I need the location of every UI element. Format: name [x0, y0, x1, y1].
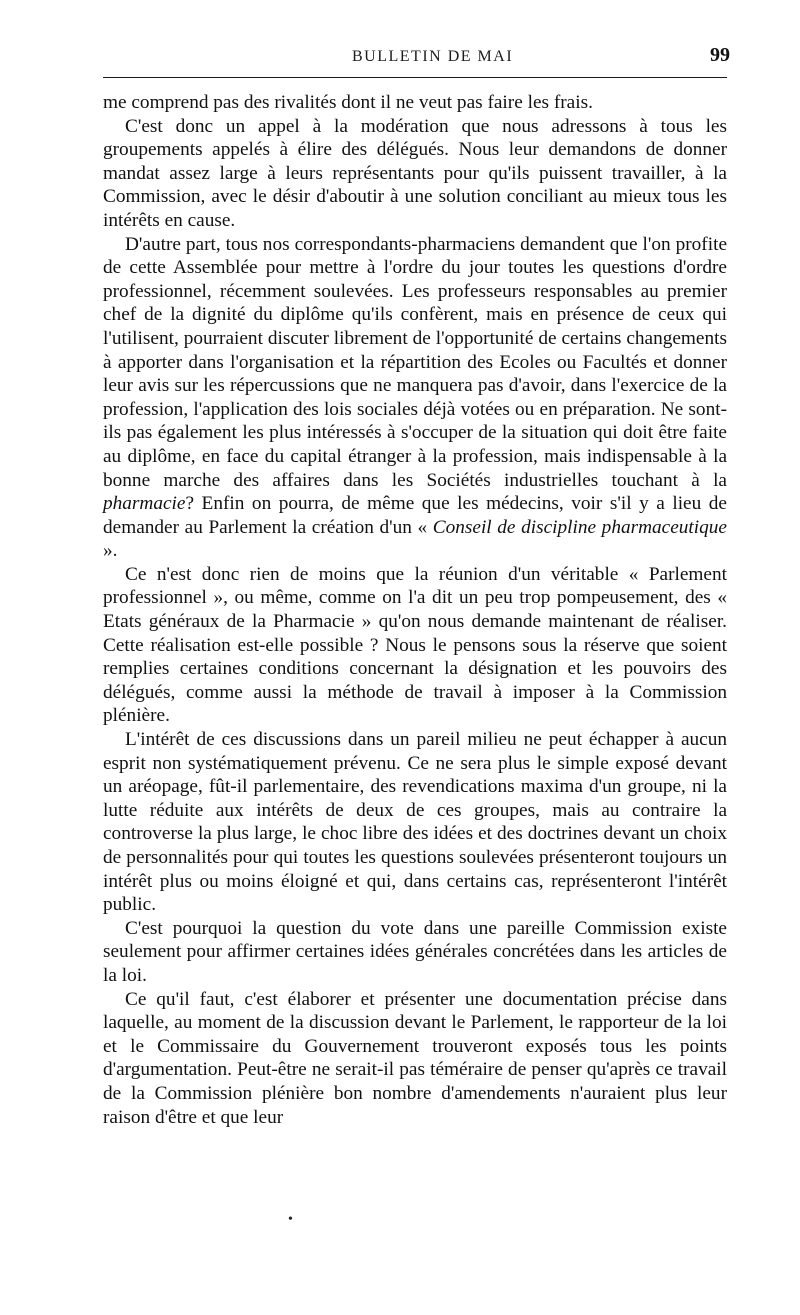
body-text — [103, 91, 727, 1129]
running-title: BULLETIN DE MAI — [352, 48, 514, 65]
paragraph-3-text-a: D'autre part, tous nos correspondants-pharmaciens demandent que l'on profite de cette Assemblée pour mettre à l'ordre du jour toutes les questions d'ordre professionnel, récemment soulevées. Les professeurs responsables au premier chef de la dignité du diplôme qu'ils confèrent, mais en présence de ceux qui l'utilisent, pourraient discuter librement de l'opportunité de certains changements à apporter dans l'organisation et la répartition des Ecoles ou Facultés et donner leur avis sur les répercussions que ne manquera pas d'avoir, dans l'exercice de la profession, l'application des lois sociales déjà votées ou en préparation. Ne sont-ils pas également les plus intéressés à s'occuper de la situation qui doit être faite au diplôme, en face du capital étranger à la profession, mais indispensable à la bonne marche des affaires dans les Sociétés industrielles touchant à la — [103, 233, 727, 491]
paragraph-3 — [103, 233, 727, 563]
page-number: 99 — [710, 44, 730, 66]
footer-mark: • — [288, 1212, 293, 1227]
paragraph-1: me comprend pas des rivalités dont il ne veut pas faire les frais. — [103, 92, 593, 113]
emphasis-pharmacie: pharmacie — [103, 493, 186, 515]
paragraph-6: C'est pourquoi la question du vote dans une pareille Commission existe seulement pour affirmer certaines idées générales concrétées dans les articles de la loi. — [103, 917, 727, 986]
emphasis-conseil: Conseil de discipline pharmaceutique — [432, 516, 727, 538]
header-rule — [103, 77, 727, 78]
paragraph-4: Ce n'est donc rien de moins que la réunion d'un véritable « Parlement professionnel », ou même, comme on l'a dit un peu trop pompeusement, des « Etats généraux de la Pharmacie » qu'on nous demande maintenant de réaliser. Cette réalisation est-elle possible ? Nous le pensons sous la réserve que soient remplies certaines conditions concernant la désignation et les pouvoirs des délégués, comme aussi la méthode de travail à imposer à la Commission plénière. — [103, 563, 727, 727]
paragraph-5: L'intérêt de ces discussions dans un pareil milieu ne peut échapper à aucun esprit non systématiquement prévenu. Ce ne sera plus le simple exposé devant un aréopage, fût-il parlementaire, des revendications maxima d'un groupe, ni la lutte réduite aux intérêts de deux de ces groupes, mais au contraire la controverse la plus large, le choc libre des idées et des doctrines devant un choix de personnalités pour qui toutes les questions soulevées présenteront toujours un intérêt plus ou moins éloigné et qui, dans certains cas, représenteront l'intérêt public. — [103, 729, 727, 916]
paragraph-3-text-c: ». — [103, 540, 118, 562]
page-header — [0, 44, 800, 74]
paragraph-3-text-b: ? Enfin on pourra, de même que les médecins, voir s'il y a lieu de demander au Parlement la création d'un « — [103, 493, 727, 538]
paragraph-7: Ce qu'il faut, c'est élaborer et présenter une documentation précise dans laquelle, au moment de la discussion devant le Parlement, le rapporteur de la loi et le Commissaire du Gouvernement trouveront exposés tous les points d'argumentation. Peut-être ne serait-il pas téméraire de penser qu'après ce travail de la Commission plénière bon nombre d'amendements n'auraient plus leur raison d'être et que leur — [103, 988, 727, 1128]
paragraph-2: C'est donc un appel à la modération que nous adressons à tous les groupements appelés à élire des délégués. Nous leur demandons de donner mandat assez large à leurs représentants pour qu'ils puissent travailler, à la Commission, avec le désir d'aboutir à une solution conciliant au mieux tous les intérêts en cause. — [103, 115, 727, 231]
